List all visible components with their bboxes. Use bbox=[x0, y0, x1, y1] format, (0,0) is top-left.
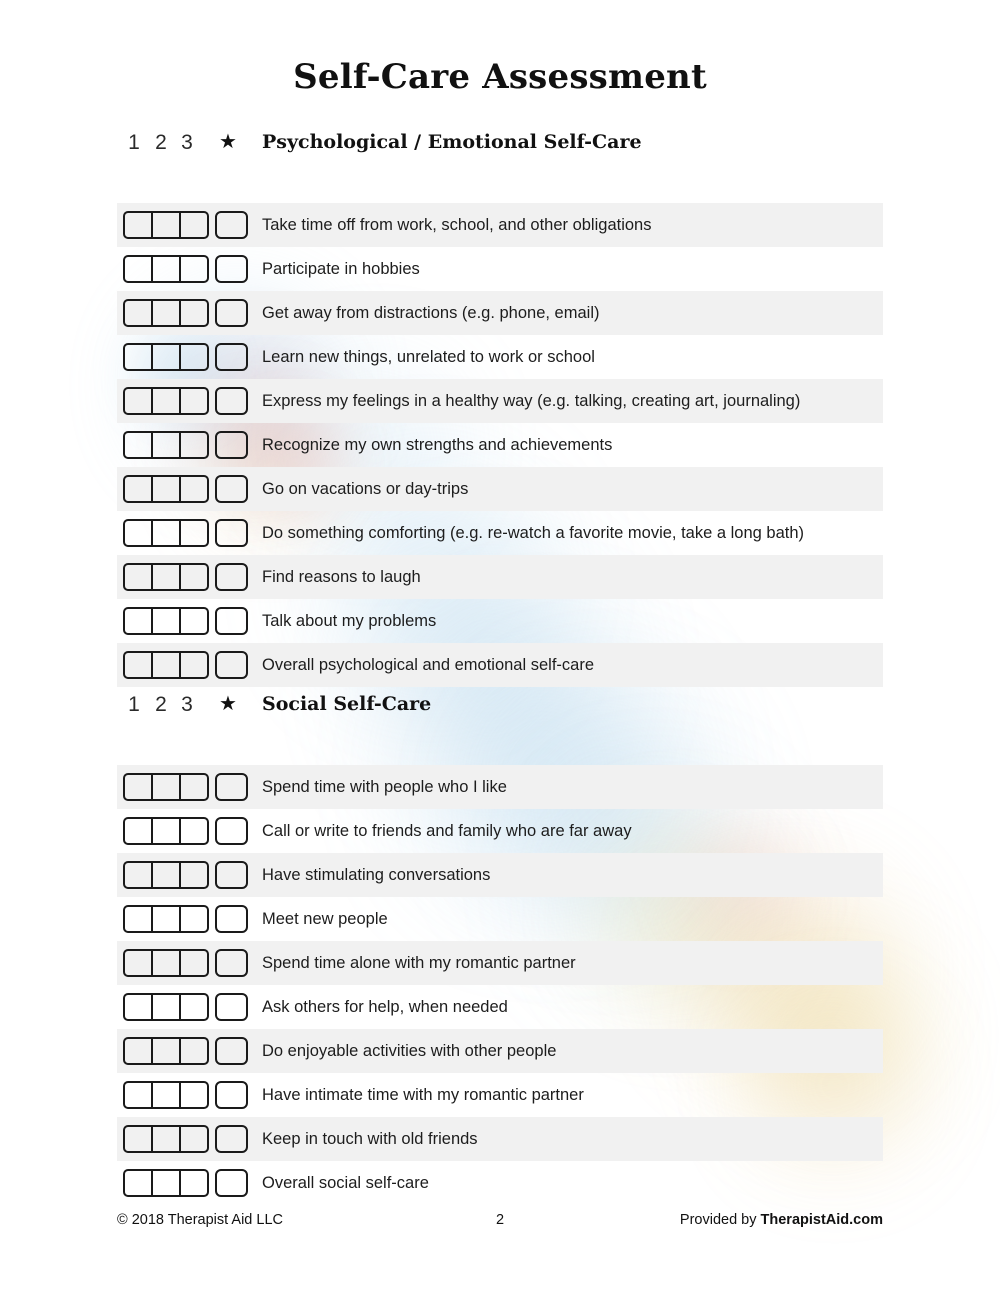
rating-checkbox-1[interactable] bbox=[125, 389, 153, 413]
rating-checkbox-3[interactable] bbox=[181, 1039, 207, 1063]
rating-checkbox-2[interactable] bbox=[153, 477, 181, 501]
checklist-item-label: Participate in hobbies bbox=[262, 260, 420, 278]
rating-boxes-1-2-3[interactable] bbox=[123, 211, 209, 239]
footer-provided-by-prefix: Provided by bbox=[679, 1212, 761, 1228]
star-rating-box[interactable] bbox=[215, 387, 248, 415]
rating-boxes-1-2-3[interactable] bbox=[123, 993, 209, 1021]
checklist-item-label: Learn new things, unrelated to work or school bbox=[262, 348, 595, 366]
page-footer bbox=[117, 1212, 883, 1232]
checklist-item-label: Have intimate time with my romantic partner bbox=[262, 1086, 584, 1104]
rating-checkbox-2[interactable] bbox=[153, 1083, 181, 1107]
section-title: Social Self-Care bbox=[262, 693, 432, 715]
checklist-item-label: Do something comforting (e.g. re-watch a favorite movie, take a long bath) bbox=[262, 524, 805, 542]
checklist-row bbox=[117, 335, 883, 379]
star-rating-box[interactable] bbox=[215, 993, 248, 1021]
checklist-item-label: Do enjoyable activities with other people bbox=[262, 1042, 557, 1060]
rating-checkbox-2[interactable] bbox=[153, 609, 181, 633]
rating-checkbox-3[interactable] bbox=[181, 1171, 207, 1195]
checklist-row bbox=[117, 1117, 883, 1161]
checklist-item-label: Call or write to friends and family who are far away bbox=[262, 822, 632, 840]
rating-checkbox-3[interactable] bbox=[181, 257, 207, 281]
checklist-row bbox=[117, 765, 883, 809]
rating-boxes-1-2-3[interactable] bbox=[123, 1037, 209, 1065]
checklist-item-label: Have stimulating conversations bbox=[262, 866, 491, 884]
rating-checkbox-1[interactable] bbox=[125, 1039, 153, 1063]
rating-checkbox-3[interactable] bbox=[181, 995, 207, 1019]
rating-checkbox-3[interactable] bbox=[181, 863, 207, 887]
scale-legend-2: 2 bbox=[155, 693, 167, 716]
rating-checkbox-2[interactable] bbox=[153, 995, 181, 1019]
rating-checkbox-3[interactable] bbox=[181, 653, 207, 677]
rating-checkbox-1[interactable] bbox=[125, 301, 153, 325]
rating-checkbox-2[interactable] bbox=[153, 1171, 181, 1195]
rating-checkbox-2[interactable] bbox=[153, 819, 181, 843]
checklist-row bbox=[117, 897, 883, 941]
rating-checkbox-3[interactable] bbox=[181, 1083, 207, 1107]
rating-checkbox-3[interactable] bbox=[181, 775, 207, 799]
checklist bbox=[117, 203, 883, 687]
checklist-item-label: Take time off from work, school, and other obligations bbox=[262, 216, 652, 234]
checklist-item-label: Find reasons to laugh bbox=[262, 568, 421, 586]
checklist-item-label: Get away from distractions (e.g. phone, email) bbox=[262, 304, 600, 322]
checklist-item-label: Overall psychological and emotional self-care bbox=[262, 656, 594, 674]
rating-checkbox-2[interactable] bbox=[153, 951, 181, 975]
star-icon: ★ bbox=[219, 131, 237, 153]
rating-checkbox-1[interactable] bbox=[125, 775, 153, 799]
rating-boxes-1-2-3[interactable] bbox=[123, 861, 209, 889]
footer-brand-link[interactable]: TherapistAid.com bbox=[760, 1212, 883, 1228]
checklist-row bbox=[117, 423, 883, 467]
star-rating-box[interactable] bbox=[215, 563, 248, 591]
star-rating-box[interactable] bbox=[215, 1081, 248, 1109]
rating-boxes-1-2-3[interactable] bbox=[123, 475, 209, 503]
checklist-row bbox=[117, 853, 883, 897]
star-rating-box[interactable] bbox=[215, 255, 248, 283]
checklist-item-label: Overall social self-care bbox=[262, 1174, 429, 1192]
star-rating-box[interactable] bbox=[215, 817, 248, 845]
rating-checkbox-3[interactable] bbox=[181, 213, 207, 237]
rating-checkbox-2[interactable] bbox=[153, 301, 181, 325]
rating-checkbox-2[interactable] bbox=[153, 433, 181, 457]
footer-provided-by bbox=[680, 1212, 883, 1228]
rating-boxes-1-2-3[interactable] bbox=[123, 299, 209, 327]
checklist-item-label: Ask others for help, when needed bbox=[262, 998, 508, 1016]
checklist-row bbox=[117, 643, 883, 687]
scale-legend-1: 1 bbox=[128, 131, 140, 154]
star-rating-box[interactable] bbox=[215, 773, 248, 801]
rating-checkbox-3[interactable] bbox=[181, 565, 207, 589]
rating-checkbox-3[interactable] bbox=[181, 433, 207, 457]
rating-boxes-1-2-3[interactable] bbox=[123, 817, 209, 845]
rating-checkbox-3[interactable] bbox=[181, 389, 207, 413]
rating-checkbox-3[interactable] bbox=[181, 477, 207, 501]
rating-checkbox-2[interactable] bbox=[153, 775, 181, 799]
star-rating-box[interactable] bbox=[215, 651, 248, 679]
checklist-item-label: Express my feelings in a healthy way (e.g. talking, creating art, journaling) bbox=[262, 392, 801, 410]
rating-checkbox-1[interactable] bbox=[125, 345, 153, 369]
checklist-item-label: Go on vacations or day-trips bbox=[262, 480, 469, 498]
rating-checkbox-3[interactable] bbox=[181, 609, 207, 633]
checklist-row bbox=[117, 511, 883, 555]
rating-checkbox-3[interactable] bbox=[181, 907, 207, 931]
rating-checkbox-1[interactable] bbox=[125, 1171, 153, 1195]
star-rating-box[interactable] bbox=[215, 431, 248, 459]
rating-checkbox-1[interactable] bbox=[125, 653, 153, 677]
section-psychological-emotional bbox=[117, 131, 883, 674]
section-header bbox=[117, 131, 883, 165]
rating-checkbox-2[interactable] bbox=[153, 389, 181, 413]
checklist-item-label: Spend time with people who I like bbox=[262, 778, 507, 796]
rating-checkbox-3[interactable] bbox=[181, 1127, 207, 1151]
checklist-item-label: Talk about my problems bbox=[262, 612, 437, 630]
star-rating-box[interactable] bbox=[215, 519, 248, 547]
star-rating-box[interactable] bbox=[215, 905, 248, 933]
footer-copyright: © 2018 Therapist Aid LLC bbox=[117, 1212, 283, 1228]
rating-boxes-1-2-3[interactable] bbox=[123, 773, 209, 801]
checklist-item-label: Meet new people bbox=[262, 910, 388, 928]
rating-checkbox-1[interactable] bbox=[125, 609, 153, 633]
rating-boxes-1-2-3[interactable] bbox=[123, 519, 209, 547]
rating-checkbox-1[interactable] bbox=[125, 995, 153, 1019]
checklist-row bbox=[117, 1161, 883, 1205]
checklist-row bbox=[117, 985, 883, 1029]
rating-boxes-1-2-3[interactable] bbox=[123, 1169, 209, 1197]
section-title: Psychological / Emotional Self-Care bbox=[262, 131, 642, 153]
checklist-row bbox=[117, 379, 883, 423]
checklist-row bbox=[117, 555, 883, 599]
star-rating-box[interactable] bbox=[215, 861, 248, 889]
rating-boxes-1-2-3[interactable] bbox=[123, 387, 209, 415]
rating-checkbox-1[interactable] bbox=[125, 819, 153, 843]
rating-checkbox-2[interactable] bbox=[153, 1127, 181, 1151]
star-rating-box[interactable] bbox=[215, 607, 248, 635]
section-header bbox=[117, 693, 883, 727]
page-title: Self-Care Assessment bbox=[293, 57, 707, 97]
scale-legend-3: 3 bbox=[181, 693, 193, 716]
rating-checkbox-2[interactable] bbox=[153, 863, 181, 887]
star-rating-box[interactable] bbox=[215, 1169, 248, 1197]
checklist-row bbox=[117, 1029, 883, 1073]
rating-checkbox-1[interactable] bbox=[125, 907, 153, 931]
rating-checkbox-3[interactable] bbox=[181, 521, 207, 545]
checklist-row bbox=[117, 941, 883, 985]
rating-checkbox-2[interactable] bbox=[153, 521, 181, 545]
checklist-item-label: Keep in touch with old friends bbox=[262, 1130, 478, 1148]
rating-checkbox-1[interactable] bbox=[125, 565, 153, 589]
star-rating-box[interactable] bbox=[215, 211, 248, 239]
rating-checkbox-3[interactable] bbox=[181, 819, 207, 843]
rating-checkbox-2[interactable] bbox=[153, 907, 181, 931]
star-rating-box[interactable] bbox=[215, 343, 248, 371]
rating-boxes-1-2-3[interactable] bbox=[123, 905, 209, 933]
rating-boxes-1-2-3[interactable] bbox=[123, 563, 209, 591]
rating-boxes-1-2-3[interactable] bbox=[123, 651, 209, 679]
star-rating-box[interactable] bbox=[215, 1125, 248, 1153]
checklist-row bbox=[117, 247, 883, 291]
rating-checkbox-2[interactable] bbox=[153, 213, 181, 237]
rating-boxes-1-2-3[interactable] bbox=[123, 1081, 209, 1109]
checklist-row bbox=[117, 809, 883, 853]
rating-checkbox-1[interactable] bbox=[125, 1127, 153, 1151]
rating-boxes-1-2-3[interactable] bbox=[123, 1125, 209, 1153]
scale-legend-3: 3 bbox=[181, 131, 193, 154]
checklist-item-label: Spend time alone with my romantic partner bbox=[262, 954, 576, 972]
checklist-row bbox=[117, 203, 883, 247]
rating-boxes-1-2-3[interactable] bbox=[123, 343, 209, 371]
star-rating-box[interactable] bbox=[215, 475, 248, 503]
rating-checkbox-2[interactable] bbox=[153, 257, 181, 281]
star-rating-box[interactable] bbox=[215, 949, 248, 977]
rating-checkbox-2[interactable] bbox=[153, 565, 181, 589]
rating-checkbox-2[interactable] bbox=[153, 653, 181, 677]
rating-checkbox-3[interactable] bbox=[181, 345, 207, 369]
star-icon: ★ bbox=[219, 693, 237, 715]
rating-checkbox-3[interactable] bbox=[181, 951, 207, 975]
rating-checkbox-1[interactable] bbox=[125, 951, 153, 975]
rating-checkbox-1[interactable] bbox=[125, 213, 153, 237]
star-rating-box[interactable] bbox=[215, 299, 248, 327]
checklist-row bbox=[117, 599, 883, 643]
checklist-row bbox=[117, 1073, 883, 1117]
rating-checkbox-1[interactable] bbox=[125, 521, 153, 545]
checklist bbox=[117, 765, 883, 1205]
rating-checkbox-1[interactable] bbox=[125, 257, 153, 281]
footer-page-number: 2 bbox=[495, 1212, 505, 1228]
checklist-item-label: Recognize my own strengths and achievements bbox=[262, 436, 613, 454]
rating-boxes-1-2-3[interactable] bbox=[123, 607, 209, 635]
rating-checkbox-1[interactable] bbox=[125, 1083, 153, 1107]
rating-checkbox-1[interactable] bbox=[125, 863, 153, 887]
rating-boxes-1-2-3[interactable] bbox=[123, 255, 209, 283]
section-social bbox=[117, 693, 883, 1192]
rating-checkbox-3[interactable] bbox=[181, 301, 207, 325]
scale-legend-1: 1 bbox=[128, 693, 140, 716]
scale-legend-2: 2 bbox=[155, 131, 167, 154]
rating-checkbox-1[interactable] bbox=[125, 477, 153, 501]
rating-checkbox-2[interactable] bbox=[153, 1039, 181, 1063]
rating-boxes-1-2-3[interactable] bbox=[123, 431, 209, 459]
rating-checkbox-2[interactable] bbox=[153, 345, 181, 369]
checklist-row bbox=[117, 291, 883, 335]
star-rating-box[interactable] bbox=[215, 1037, 248, 1065]
rating-checkbox-1[interactable] bbox=[125, 433, 153, 457]
rating-boxes-1-2-3[interactable] bbox=[123, 949, 209, 977]
checklist-row bbox=[117, 467, 883, 511]
